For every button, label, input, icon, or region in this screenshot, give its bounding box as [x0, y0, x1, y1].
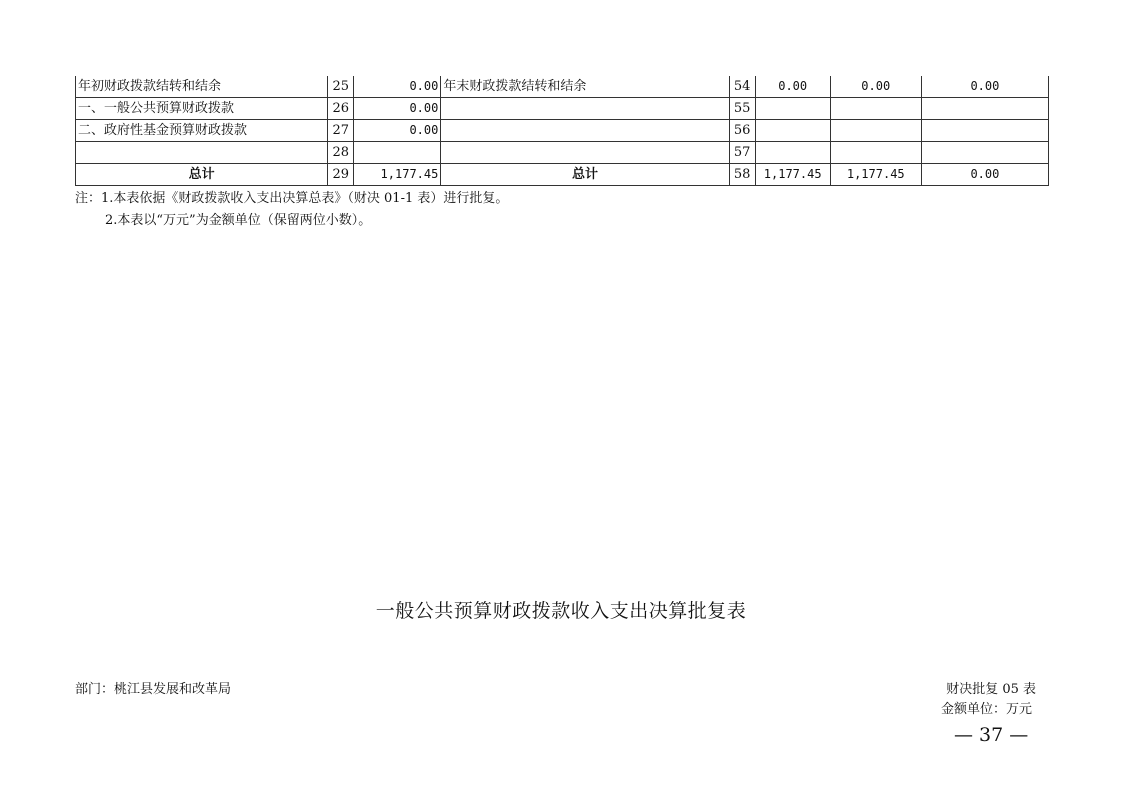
right-amount-col3: [921, 142, 1048, 164]
left-item-label: 一、一般公共预算财政拨款: [76, 98, 328, 120]
right-amount-col2: [830, 98, 921, 120]
right-amount-col1: [755, 98, 830, 120]
left-amount: 0.00: [354, 98, 441, 120]
next-table-title: 一般公共预算财政拨款收入支出决算批复表: [375, 600, 747, 622]
amount-unit: 金额单位：万元: [940, 702, 1032, 717]
left-row-number: 26: [328, 98, 354, 120]
left-row-number: 25: [328, 76, 354, 98]
right-row-number: 57: [729, 142, 755, 164]
left-row-number: 27: [328, 120, 354, 142]
right-amount-col2: [830, 120, 921, 142]
right-item-label: [441, 120, 729, 142]
right-row-number: 54: [729, 76, 755, 98]
right-row-number: 56: [729, 120, 755, 142]
right-total-col2: 1,177.45: [830, 164, 921, 186]
note-line-1: 注：1.本表依据《财政拨款收入支出决算总表》（财决 01-1 表）进行批复。: [75, 191, 509, 206]
form-number: 财决批复 05 表: [946, 682, 1036, 697]
right-amount-col3: 0.00: [921, 76, 1048, 98]
table-row: [76, 120, 1049, 142]
left-item-label: 二、政府性基金预算财政拨款: [76, 120, 328, 142]
right-amount-col1: [755, 142, 830, 164]
right-amount-col1: 0.00: [755, 76, 830, 98]
left-amount: [354, 142, 441, 164]
right-amount-col3: [921, 120, 1048, 142]
note-line-2: 2.本表以“万元”为金额单位（保留两位小数）。: [105, 213, 372, 228]
right-amount-col3: [921, 98, 1048, 120]
right-amount-col2: [830, 142, 921, 164]
left-row-number: 28: [328, 142, 354, 164]
page-number: — 37 —: [954, 724, 1029, 746]
table-row: [76, 142, 1049, 164]
left-total-amount: 1,177.45: [354, 164, 441, 186]
appropriation-summary-table: [75, 76, 1049, 186]
department-label: 部门：桃江县发展和改革局: [75, 682, 232, 697]
right-total-col1: 1,177.45: [755, 164, 830, 186]
right-row-number: 58: [729, 164, 755, 186]
table-row: [76, 98, 1049, 120]
right-item-label: [441, 98, 729, 120]
table-notes: [75, 188, 508, 232]
right-total-label: 总计: [441, 164, 729, 186]
table-row: [76, 76, 1049, 98]
left-amount: 0.00: [354, 76, 441, 98]
table-row-total: [76, 164, 1049, 186]
left-total-label: 总计: [76, 164, 328, 186]
right-amount-col1: [755, 120, 830, 142]
left-amount: 0.00: [354, 120, 441, 142]
left-row-number: 29: [328, 164, 354, 186]
right-row-number: 55: [729, 98, 755, 120]
right-item-label: [441, 142, 729, 164]
right-item-label: 年末财政拨款结转和结余: [441, 76, 729, 98]
right-total-col3: 0.00: [921, 164, 1048, 186]
left-item-label: [76, 142, 328, 164]
right-amount-col2: 0.00: [830, 76, 921, 98]
left-item-label: 年初财政拨款结转和结余: [76, 76, 328, 98]
